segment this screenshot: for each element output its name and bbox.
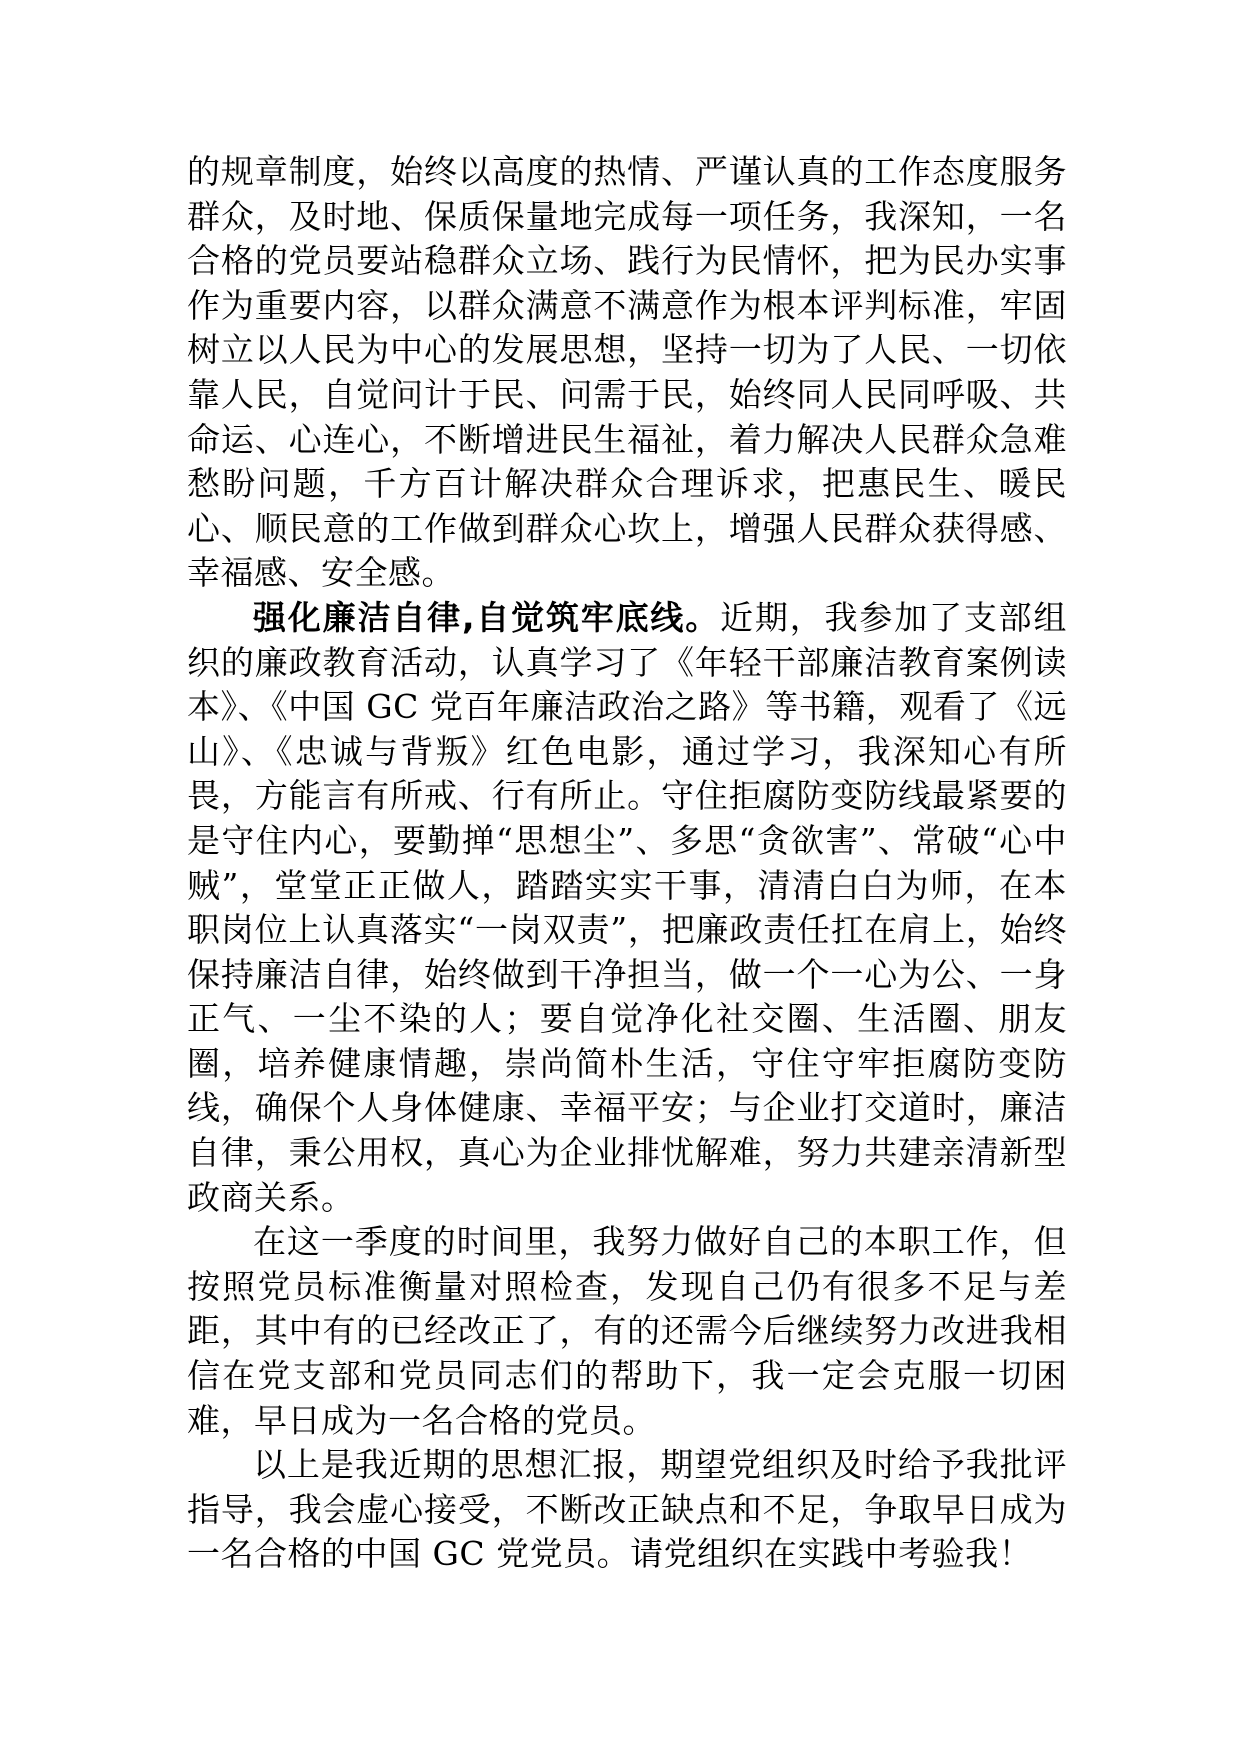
paragraph-text: 的规章制度，始终以高度的热情、严谨认真的工作态度服务群众，及时地、保质保量地完成每一项任务，我深知，一名合格的党员要站稳群众立场、践行为民情怀，把为民办实事作为重要内容，以群众满意不满意作为根本评判标准，牢固树立以人民为中心的发展思想，坚持一切为了人民、一切依靠人民，自觉问计于民、问需于民，始终同人民同呼吸、共命运、心连心，不断增进民生福祉，着力解决人民群众急难愁盼问题，千方百计解决群众合理诉求，把惠民生、暖民心、顺民意的工作做到群众心坎上，增强人民群众获得感、幸福感、安全感。 bbox=[187, 152, 1067, 593]
paragraph-text: 近期，我参加了支部组织的廉政教育活动，认真学习了《年轻干部廉洁教育案例读本》、《中国 GC 党百年廉洁政治之路》等书籍，观看了《远山》、《忠诚与背叛》红色电影，通过学习，我深知心有所畏，方能言有所戒、行有所止。守住拒腐防变防线最紧要的是守住内心，要勤掸“思想尘”、多思“贪欲害”、常破“心中贼”，堂堂正正做人，踏踏实实干事，清清白白为师，在本职岗位上认真落实“一岗双责”，把廉政责任扛在肩上，始终保持廉洁自律，始终做到干净担当，做一个一心为公、一身正气、一尘不染的人；要自觉净化社交圈、生活圈、朋友圈，培养健康情趣，崇尚简朴生活，守住守牢拒腐防变防线，确保个人身体健康、幸福平安；与企业打交道时，廉洁自律，秉公用权，真心为企业排忧解难，努力共建亲清新型政商关系。 bbox=[187, 597, 1067, 1217]
paragraph-text: 以上是我近期的思想汇报，期望党组织及时给予我批评指导，我会虚心接受，不断改正缺点和不足，争取早日成为一名合格的中国 GC 党党员。请党组织在实践中考验我！ bbox=[187, 1445, 1067, 1574]
paragraph-heading: 强化廉洁自律,自觉筑牢底线。 bbox=[253, 597, 721, 637]
paragraph-self-review bbox=[187, 1220, 1067, 1443]
paragraph-closing bbox=[187, 1443, 1067, 1577]
paragraph-text: 在这一季度的时间里，我努力做好自己的本职工作，但按照党员标准衡量对照检查，发现自己仍有很多不足与差距，其中有的已经改正了，有的还需今后继续努力改进我相信在党支部和党员同志们的帮助下，我一定会克服一切困难，早日成为一名合格的党员。 bbox=[187, 1222, 1067, 1440]
paragraph-integrity bbox=[187, 596, 1067, 1220]
paragraph-service-to-masses bbox=[187, 150, 1067, 596]
document-body bbox=[187, 150, 1067, 1577]
